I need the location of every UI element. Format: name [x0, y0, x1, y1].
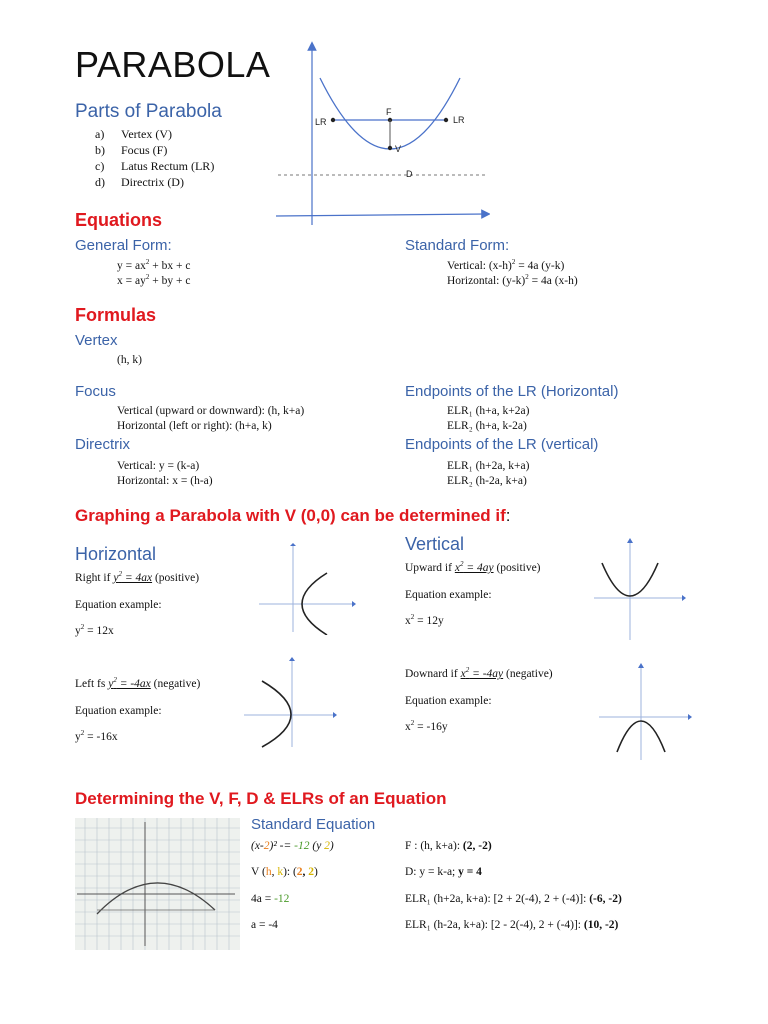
graph-left-opening: [240, 655, 340, 750]
graph-right-opening: [255, 540, 360, 635]
general-form-eq-2: $x = ay^2$ + by + c: [117, 273, 191, 287]
vertical-heading: Vertical: [405, 534, 465, 554]
focus-formula-1: Vertical (upward or downward): (h, k+a): [117, 405, 305, 417]
lr-left-point: [331, 118, 335, 122]
label-lr-left: LR: [315, 117, 327, 127]
directrix-result: D: y = k-a; y = 4: [405, 866, 482, 878]
focus-result: F : (h, k+a): (2, -2): [405, 840, 492, 852]
equation-example-label-3: Equation example:: [405, 589, 492, 601]
lr-right-point: [444, 118, 448, 122]
label-focus: F: [386, 107, 392, 117]
directrix-heading: Directrix: [75, 436, 130, 453]
list-item: a) Vertex (V): [95, 127, 172, 141]
left-condition: Left fs $y^2 = -4ax$ (negative): [75, 676, 201, 690]
upward-condition: Upward if $x^2 = 4ay$ (positive): [405, 560, 541, 574]
graph-paper-sketch: [75, 818, 240, 950]
parabola-parts-diagram: [270, 40, 490, 230]
parts-list: [95, 126, 214, 190]
lr-vertical-2: ELR₂ (h-2a, k+a): [447, 475, 527, 487]
standard-form-vertical: Vertical: $(x-h)^2 = 4a$ (y-k): [447, 258, 565, 272]
standard-equation-heading: Standard Equation: [251, 816, 376, 833]
list-item: c) Latus Rectum (LR): [95, 159, 215, 173]
horizontal-heading: Horizontal: [75, 544, 157, 564]
lr-horizontal-1: ELR₁ (h+a, k+2a): [447, 405, 530, 417]
parts-heading: Parts of Parabola: [75, 101, 222, 122]
equation-example-3: $x^2 = 12y$: [405, 613, 444, 627]
equation-example-4: $x^2 = -16y$: [405, 719, 448, 733]
list-item: b) Focus (F): [95, 143, 168, 157]
general-form-heading: General Form:: [75, 237, 172, 254]
lr-vertical-1: ELR₁ (h+2a, k+a): [447, 460, 530, 472]
general-form-eq-1: $y = ax^2$ + bx + c: [117, 258, 191, 272]
equation-example-label-1: Equation example:: [75, 599, 162, 611]
graph-downward: [595, 660, 695, 765]
four-a-result: 4a = -12: [251, 893, 290, 905]
focus-formula-2: Horizontal (left or right): (h+a, k): [117, 420, 272, 432]
parabola-curve: [262, 681, 291, 747]
vertex-point: [388, 146, 392, 150]
standard-form-heading: Standard Form:: [405, 237, 510, 254]
standard-form-horizontal: Horizontal: $(y-k)^2 = 4a$ (x-h): [447, 273, 578, 287]
equation-example-1: $y^2 = 12x$: [75, 623, 114, 637]
elr2-result: ELR₁ (h-2a, k+a): [2 - 2(-4), 2 + (-4)]: (10, -2): [405, 919, 619, 931]
lr-horizontal-heading: Endpoints of the LR (Horizontal): [405, 383, 619, 400]
directrix-formula-2: Horizontal: x = (h-a): [117, 475, 213, 487]
label-vertex: V: [395, 144, 402, 154]
list-item: d) Directrix (D): [95, 175, 184, 189]
graph-upward: [590, 535, 690, 645]
label-directrix: D: [406, 169, 413, 179]
focus-heading: Focus: [75, 383, 116, 400]
equations-heading: Equations: [75, 210, 163, 230]
x-axis: [276, 214, 486, 216]
graphing-heading: Graphing a Parabola with V (0,0) can be determined if:: [75, 506, 511, 525]
vertex-result: V (h, k): (2, 2): [251, 866, 318, 878]
right-condition: Right if $y^2 = 4ax$ (positive): [75, 570, 200, 584]
lr-vertical-heading: Endpoints of the LR (vertical): [405, 436, 599, 453]
equation-example-label-4: Equation example:: [405, 695, 492, 707]
downward-condition: Downard if $x^2 = -4ay$ (negative): [405, 666, 553, 680]
directrix-formula-1: Vertical: y = (k-a): [117, 460, 200, 472]
lr-horizontal-2: ELR₂ (h+a, k-2a): [447, 420, 527, 432]
vertex-heading: Vertex: [75, 332, 118, 349]
label-lr-right: LR: [453, 115, 465, 125]
vertex-formula: (h, k): [117, 354, 142, 366]
equation-example-label-2: Equation example:: [75, 705, 162, 717]
standard-equation: (x-2)² -= -12 (y 2): [251, 840, 334, 852]
elr1-result: ELR₁ (h+2a, k+a): [2 + 2(-4), 2 + (-4)]: (-6, -2): [405, 893, 622, 905]
a-result: a = -4: [251, 919, 278, 931]
page-title: PARABOLA: [75, 44, 271, 85]
formulas-heading: Formulas: [75, 305, 157, 325]
determining-heading: Determining the V, F, D & ELRs of an Equation: [75, 789, 447, 808]
equation-example-2: $y^2 = -16x$: [75, 729, 118, 743]
